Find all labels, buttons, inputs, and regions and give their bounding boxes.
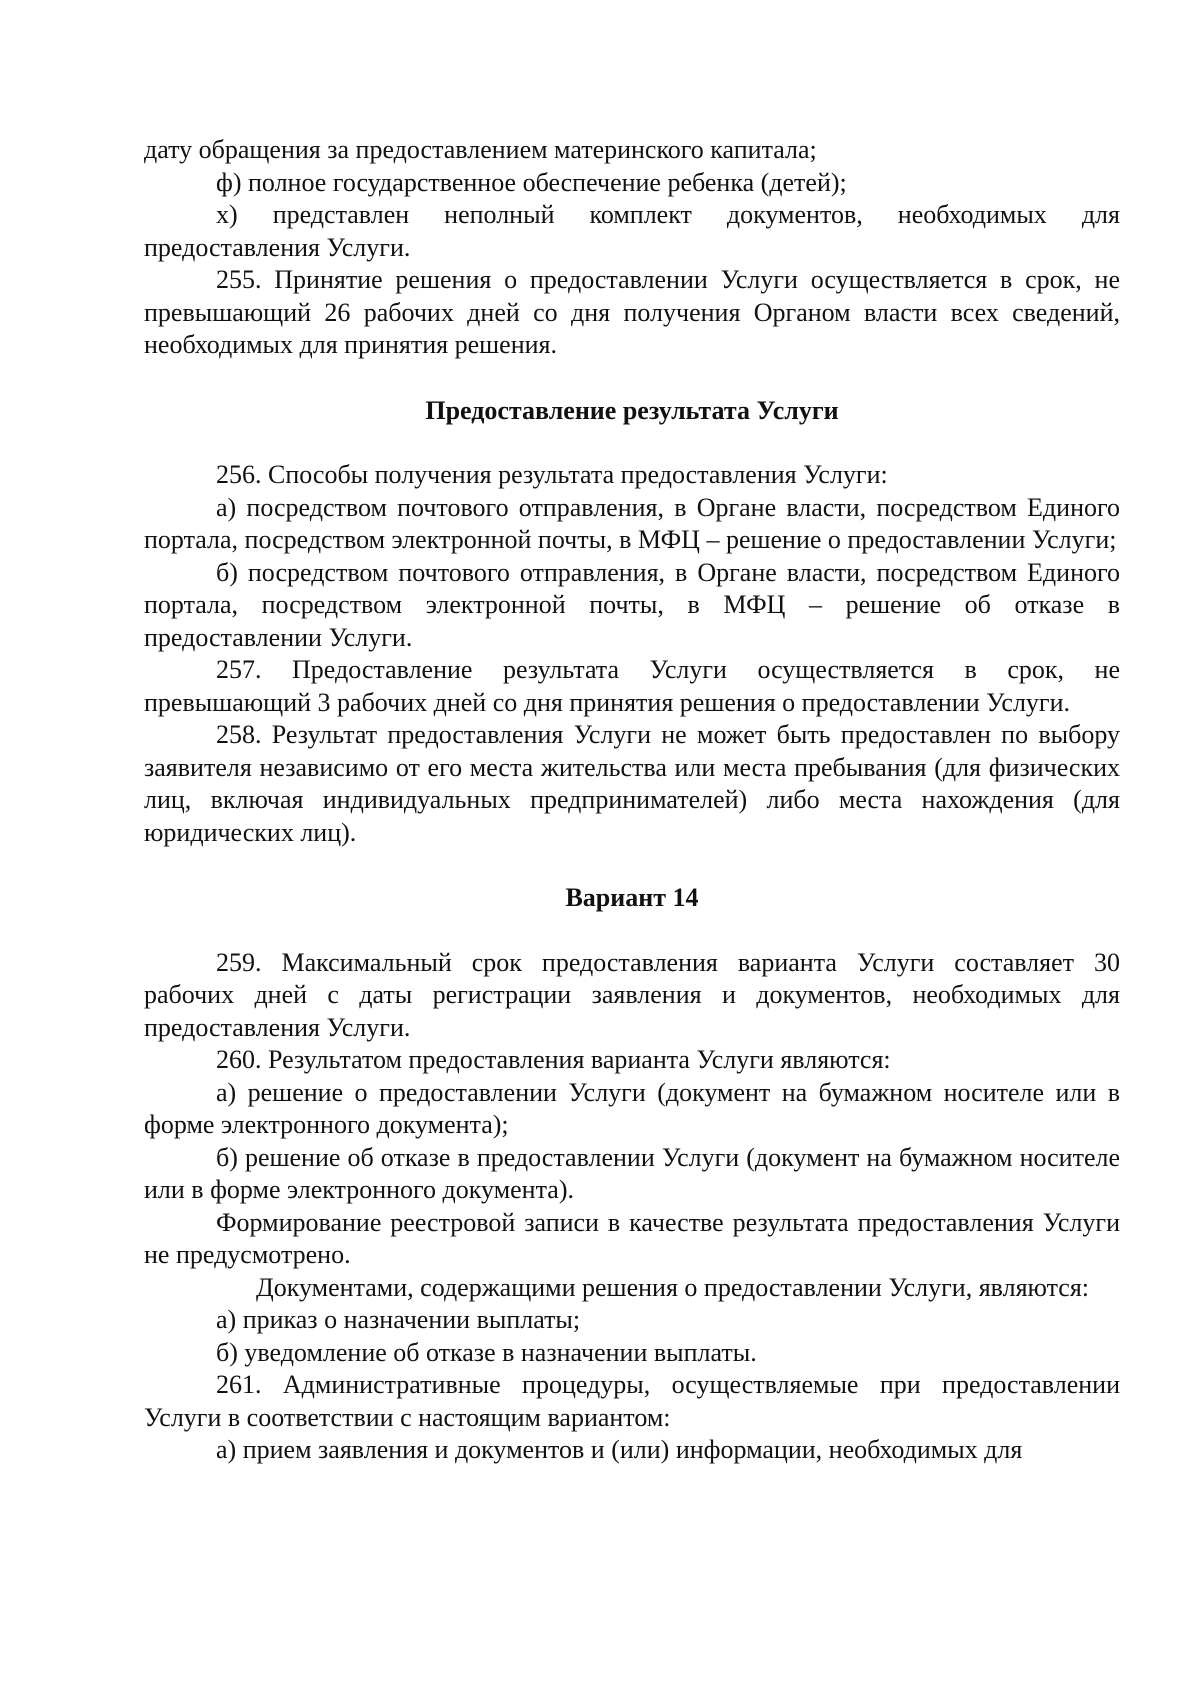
section-heading-variant: Вариант 14	[565, 883, 699, 912]
paragraph-260-b: б) решение об отказе в предоставлении Услуги (документ на бумажном носителе или в форме электронного документа).	[144, 1142, 1120, 1204]
paragraph-260: 260. Результатом предоставления варианта Услуги являются:	[216, 1045, 891, 1074]
paragraph-docs-b: б) уведомление об отказе в назначении выплаты.	[216, 1337, 757, 1367]
paragraph-kh: х) представлен неполный комплект документов, необходимых для предоставления Услуги.	[144, 200, 1120, 262]
paragraph-259: 259. Максимальный срок предоставления варианта Услуги составляет 30 рабочих дней с даты регистрации заявления и документов, необходимых для предоставления Услуги.	[144, 947, 1120, 1042]
paragraph-registry: Формирование реестровой записи в качестве результата предоставления Услуги не предусмотрено.	[144, 1207, 1120, 1269]
section-heading-result: Предоставление результата Услуги	[425, 395, 839, 425]
document-page	[144, 134, 1120, 1467]
paragraph-continuation: дату обращения за предоставлением материнского капитала;	[144, 135, 817, 164]
paragraph-260-a: а) решение о предоставлении Услуги (документ на бумажном носителе или в форме электронного документа);	[144, 1077, 1120, 1139]
paragraph-258: 258. Результат предоставления Услуги не может быть предоставлен по выбору заявителя независимо от его места жительства или места пребывания (для физических лиц, включая индивидуальных предпринимателей) либо места нахождения (для юридических лиц).	[144, 720, 1120, 847]
paragraph-docs-a: а) приказ о назначении выплаты;	[216, 1305, 581, 1334]
paragraph-261: 261. Административные процедуры, осуществляемые при предоставлении Услуги в соответствии с настоящим вариантом:	[144, 1370, 1120, 1432]
paragraph-256-b: б) посредством почтового отправления, в Органе власти, посредством Единого портала, посредством электронной почты, в МФЦ – решение об отказе в предоставлении Услуги.	[144, 557, 1120, 652]
paragraph-256: 256. Способы получения результата предоставления Услуги:	[216, 460, 888, 489]
paragraph-261-a: а) прием заявления и документов и (или) информации, необходимых для	[216, 1435, 1023, 1464]
paragraph-f: ф) полное государственное обеспечение ребенка (детей);	[216, 167, 847, 197]
paragraph-256-a: а) посредством почтового отправления, в Органе власти, посредством Единого портала, посредством электронной почты, в МФЦ – решение о предоставлении Услуги;	[144, 492, 1120, 554]
paragraph-255: 255. Принятие решения о предоставлении Услуги осуществляется в срок, не превышающий 26 рабочих дней со дня получения Органом власти всех сведений, необходимых для принятия решения.	[144, 265, 1120, 359]
paragraph-257: 257. Предоставление результата Услуги осуществляется в срок, не превышающий 3 рабочих дней со дня принятия решения о предоставлении Услуги.	[144, 655, 1120, 717]
paragraph-documents: Документами, содержащими решения о предоставлении Услуги, являются:	[256, 1272, 1090, 1302]
